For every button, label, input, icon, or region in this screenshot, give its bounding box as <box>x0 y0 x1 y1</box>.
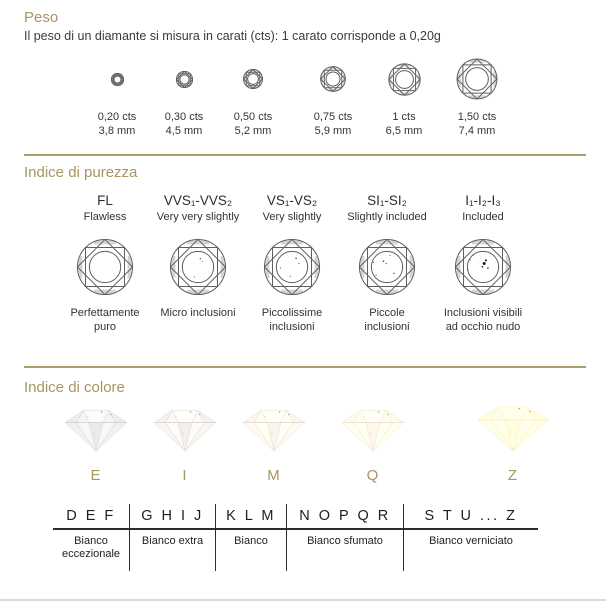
clarity-item <box>150 193 246 321</box>
diamond-top-icon <box>358 238 416 296</box>
weight-section-title: Peso <box>24 9 59 26</box>
carat-value: 1,50 cts <box>457 111 497 123</box>
clarity-grade-en: Included <box>462 211 504 223</box>
diameter-value: 7,4 mm <box>458 124 496 137</box>
carat-value: 0,30 cts <box>164 111 204 123</box>
clarity-item <box>57 193 153 334</box>
clarity-description: Micro inclusioni <box>160 307 236 319</box>
section-divider <box>24 366 586 368</box>
color-item <box>137 404 233 484</box>
diamond-top-icon <box>169 238 227 296</box>
scale-letters: G H I J <box>130 504 215 530</box>
diamond-top-icon <box>454 238 512 296</box>
color-letter: M <box>267 467 281 484</box>
color-item <box>325 404 421 484</box>
scale-letters: D E F <box>53 504 129 530</box>
diamond-top-icon <box>388 63 421 96</box>
color-scale-cell <box>130 504 216 571</box>
diamond-top-icon <box>263 238 321 296</box>
clarity-grade-en: Slightly included <box>347 211 427 223</box>
color-letter: Z <box>507 467 519 484</box>
scale-letters: K L M <box>216 504 286 530</box>
scale-label: Bianco extra <box>141 535 204 547</box>
clarity-grade: VVS₁-VVS₂ <box>163 193 233 208</box>
color-scale-cell <box>404 504 538 571</box>
clarity-section-title: Indice di purezza <box>24 164 138 181</box>
color-scale-table <box>53 504 538 571</box>
clarity-grade-en: Very slightly <box>262 211 322 223</box>
diamond-photo-icon <box>338 404 408 456</box>
color-item <box>465 400 561 484</box>
clarity-grade: I₁-I₂-I₃ <box>465 193 501 208</box>
clarity-grade: SI₁-SI₂ <box>367 193 407 208</box>
clarity-item <box>435 193 531 334</box>
color-section-title: Indice di colore <box>24 379 125 396</box>
weight-item <box>298 53 368 138</box>
scale-label: Bianco <box>234 535 268 547</box>
clarity-item <box>244 193 340 334</box>
color-letter: I <box>182 467 188 484</box>
clarity-item <box>339 193 435 334</box>
color-item <box>48 404 144 484</box>
clarity-grade: FL <box>97 193 113 208</box>
diamond-photo-icon <box>239 404 309 456</box>
diamond-photo-icon <box>473 400 553 456</box>
weight-item <box>218 53 288 138</box>
scale-label: Bianco eccezionale <box>61 535 121 560</box>
diamond-top-icon <box>176 71 193 88</box>
color-scale-cell <box>53 504 130 571</box>
weight-item <box>82 53 152 138</box>
clarity-description: Perfettamente puro <box>70 307 140 333</box>
clarity-description: Inclusioni visibili ad occhio nudo <box>443 307 523 333</box>
diamond-top-icon <box>243 69 263 89</box>
diamond-photo-icon <box>61 404 131 456</box>
carat-value: 0,20 cts <box>97 111 137 123</box>
diamond-top-icon <box>111 73 124 86</box>
section-divider <box>24 154 586 156</box>
weight-section-subtitle: Il peso di un diamante si misura in carati (cts): 1 carato corrisponde a 0,20g <box>24 29 441 43</box>
clarity-grade: VS₁-VS₂ <box>266 193 318 208</box>
carat-value: 0,75 cts <box>313 111 353 123</box>
color-item <box>226 404 322 484</box>
scale-letters: S T U ... Z <box>404 504 538 530</box>
diamond-top-icon <box>456 58 498 100</box>
diamond-top-icon <box>320 66 346 92</box>
diameter-value: 5,2 mm <box>234 124 272 137</box>
diameter-value: 5,9 mm <box>314 124 352 137</box>
clarity-grade-en: Very very slightly <box>156 211 240 223</box>
clarity-grade-en: Flawless <box>83 211 127 223</box>
clarity-description: Piccolissime inclusioni <box>261 307 323 333</box>
carat-value: 1 cts <box>392 111 416 123</box>
diamond-top-icon <box>76 238 134 296</box>
color-letter: Q <box>366 467 380 484</box>
diamond-photo-icon <box>150 404 220 456</box>
diameter-value: 3,8 mm <box>98 124 136 137</box>
color-scale-cell <box>216 504 287 571</box>
weight-item <box>149 53 219 138</box>
diameter-value: 4,5 mm <box>165 124 203 137</box>
color-scale-cell <box>287 504 404 571</box>
diameter-value: 6,5 mm <box>385 124 423 137</box>
carat-value: 0,50 cts <box>233 111 273 123</box>
clarity-description: Piccole inclusioni <box>364 307 410 333</box>
scale-letters: N O P Q R <box>287 504 403 530</box>
scale-label: Bianco sfumato <box>307 535 383 547</box>
scale-label: Bianco verniciato <box>429 535 513 547</box>
weight-item <box>369 53 439 138</box>
weight-item <box>442 53 512 138</box>
color-letter: E <box>90 467 102 484</box>
